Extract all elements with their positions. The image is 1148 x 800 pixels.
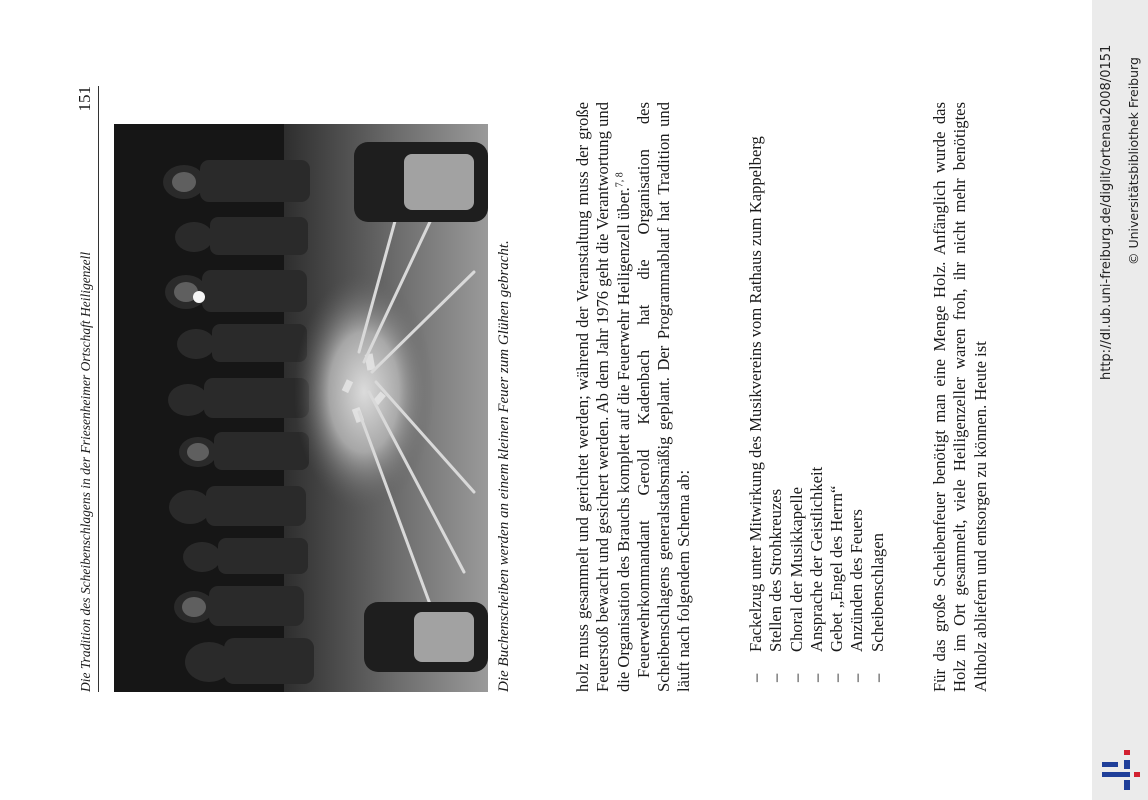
body-paragraphs xyxy=(573,102,695,692)
body-paragraph: holz muss gesammelt und gerichtet werden; während der Veranstaltung muss der große Feuerstoß bewacht und gesichert werden. Ab dem Jahr 1976 geht die Verantwortung und die Organisation des Brauchs komplett auf die Feuerwehr Heiligenzell über.$^{7, 8}$ xyxy=(573,102,633,692)
list-item: – Anzünden des Feuers xyxy=(847,509,867,682)
photograph-illustration xyxy=(114,124,488,692)
copyright-notice: © Universitätsbibliothek Freiburg xyxy=(1126,57,1141,265)
source-url-link[interactable]: http://dl.ub.uni-freiburg.de/diglit/ortenau2008/0151 xyxy=(1099,44,1114,380)
body-paragraph: Feuerwehrkommandant Gerold Kadenbach hat die Organisation des Scheibenschlagens generalstabsmäßig geplant. Der Programmablauf hat Tradition und läuft nach folgendem Schema ab: xyxy=(633,102,694,692)
list-item: – Ansprache der Geistlichkeit xyxy=(806,466,826,682)
program-list xyxy=(746,132,888,692)
page-header xyxy=(72,86,99,692)
list-item: – Stellen des Strohkreuzes xyxy=(766,488,786,682)
footnote-reference: 7, 8 xyxy=(614,172,626,188)
list-item: – Choral der Musikkapelle xyxy=(786,487,806,682)
list-item: – Gebet „Engel des Herrn“ xyxy=(827,485,847,682)
photo-caption: Die Buchenscheiben werden an einem kleinen Feuer zum Glühen gebracht. xyxy=(496,240,512,692)
list-item: – Scheibenschlagen xyxy=(867,533,887,682)
list-item: – Fackelzug unter Mitwirkung des Musikvereins vom Rathaus zum Kappelberg xyxy=(746,136,765,682)
running-title: Die Tradition des Scheibenschlagens in der Friesenheimer Ortschaft Heiligenzell xyxy=(78,251,93,692)
body-paragraph: Für das große Scheibenfeuer benötigt man eine Menge Holz. Anfänglich wurde das Holz im Ort gesammelt, viele Heiligenzeller waren froh, ihr nicht mehr benötigtes Altholz abliefern und entsorgen zu können. Heute ist xyxy=(930,102,990,692)
ub-freiburg-logo-icon xyxy=(1100,750,1142,790)
page-number: 151 xyxy=(75,86,94,112)
photograph xyxy=(114,124,488,692)
